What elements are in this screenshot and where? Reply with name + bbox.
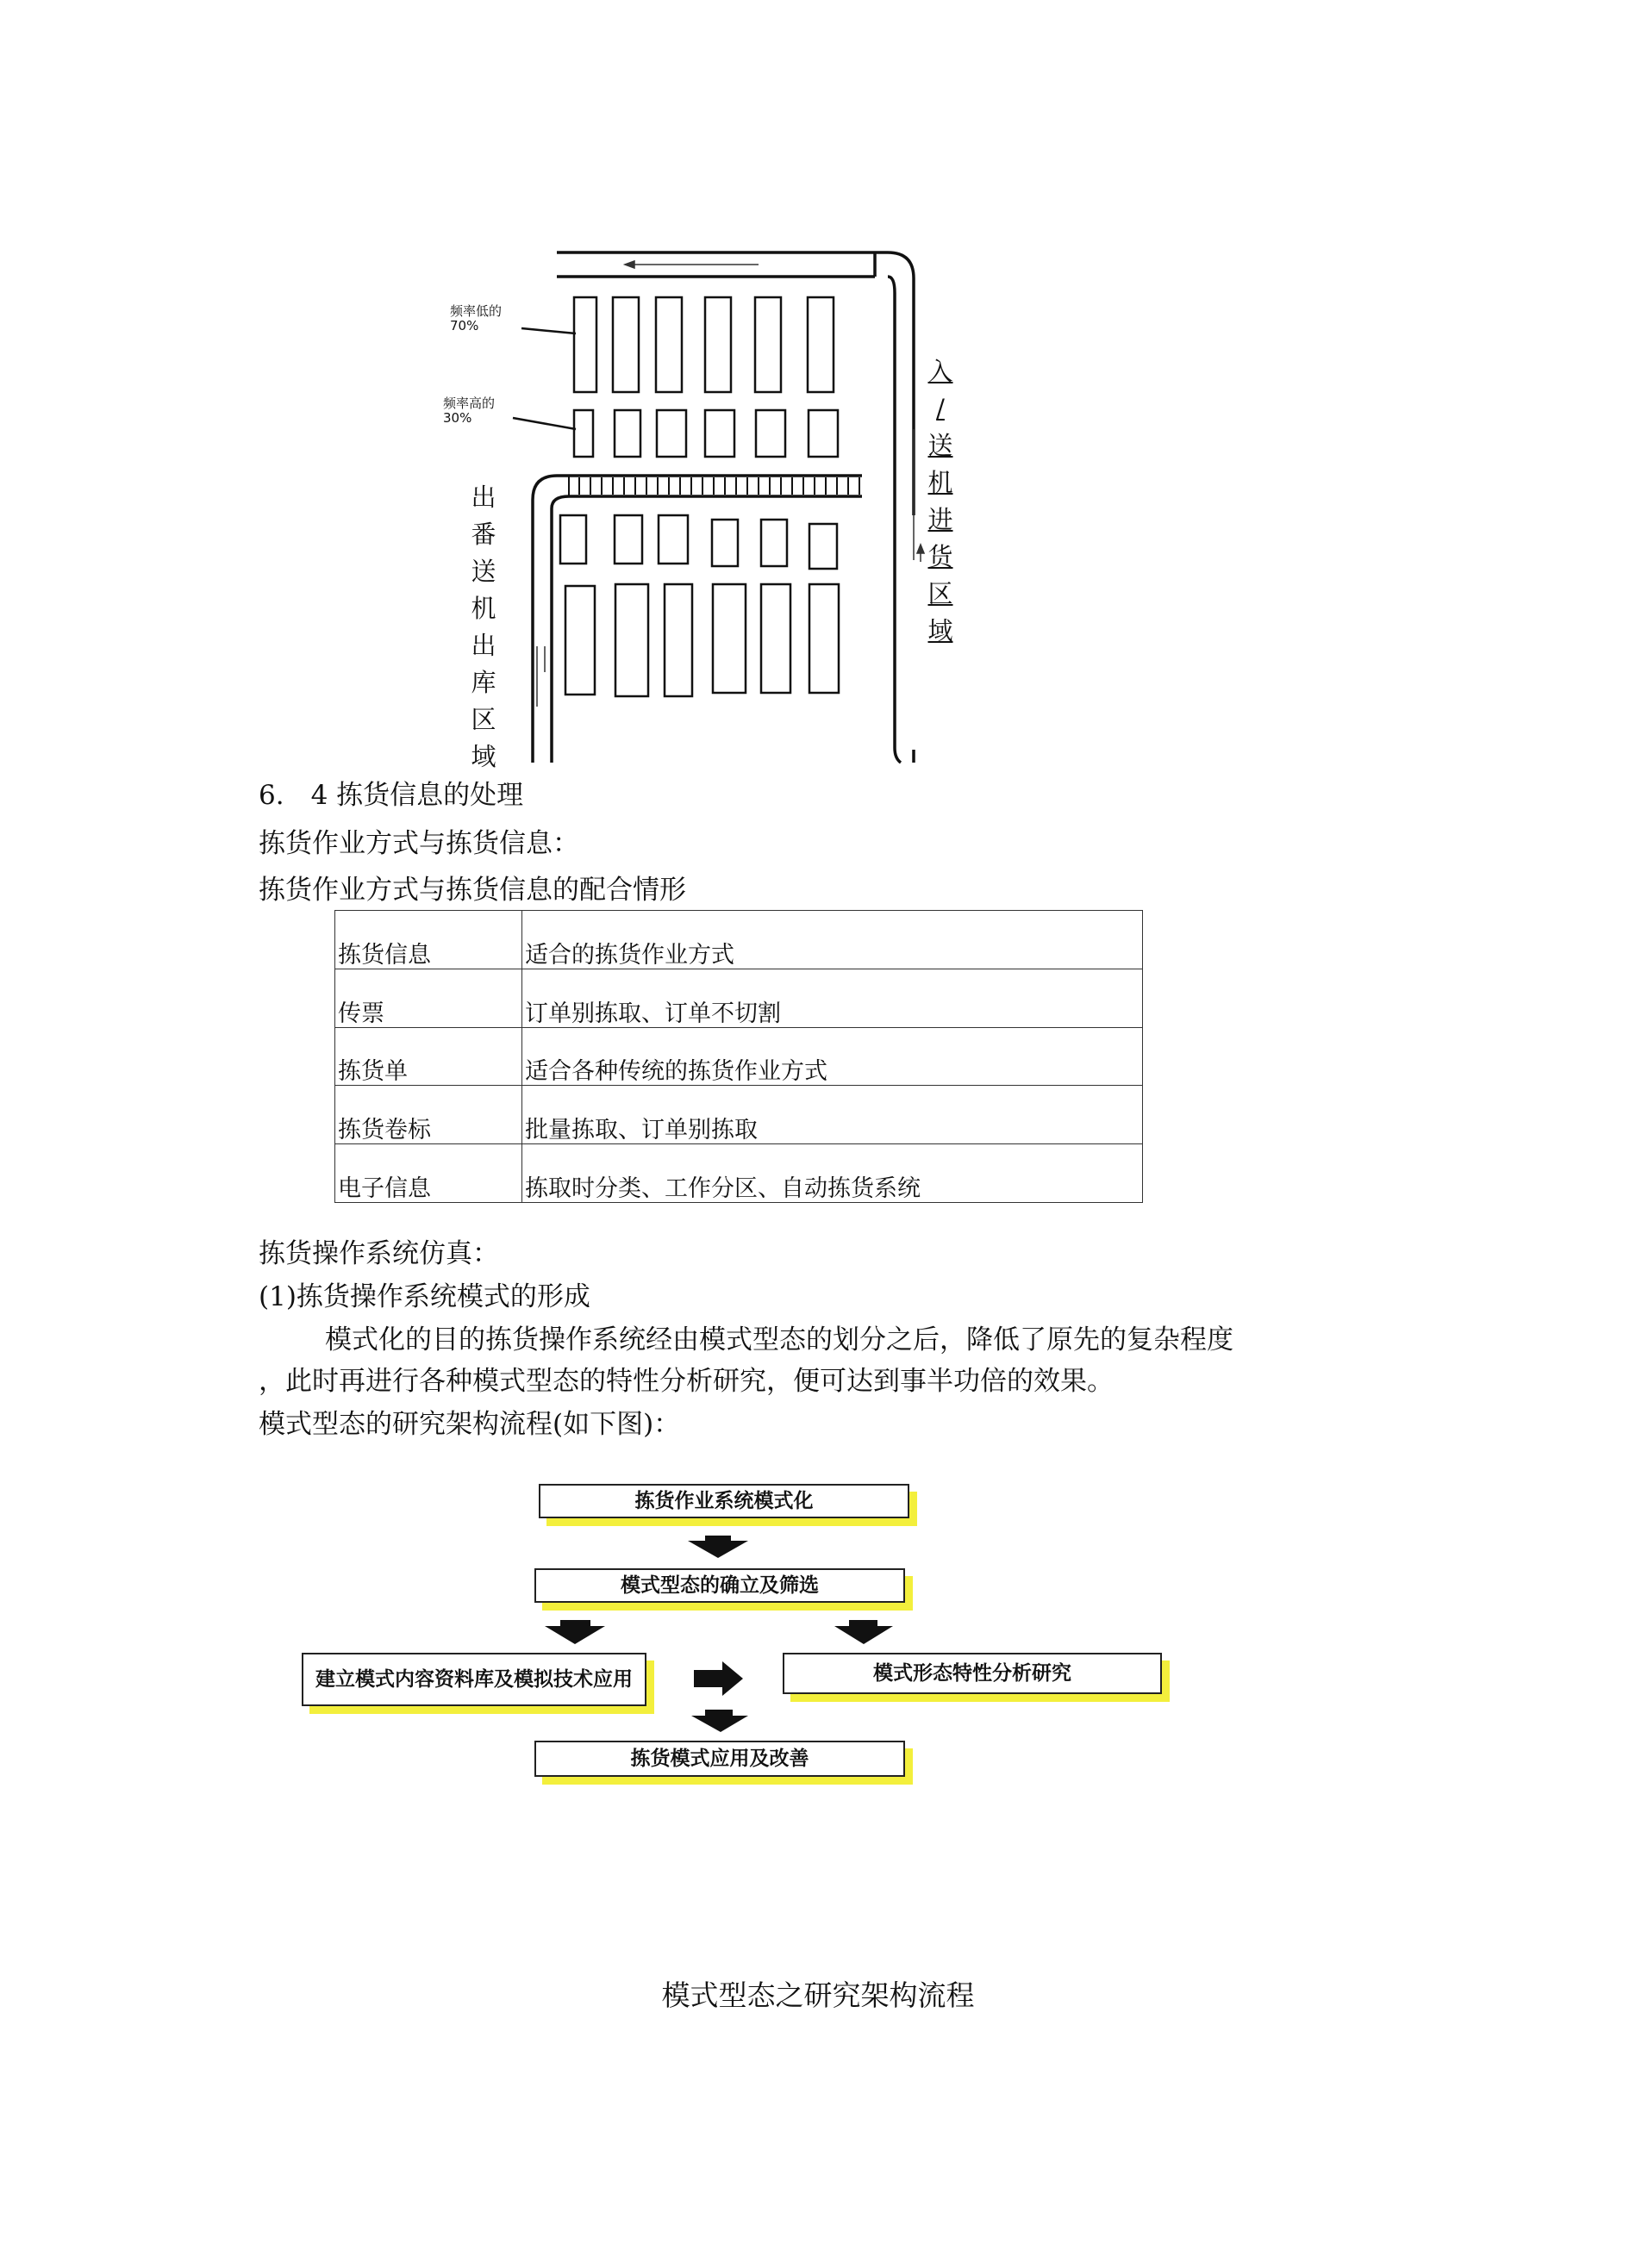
paragraph-line-1: 模式化的目的拣货操作系统经由模式型态的划分之后，降低了原先的复杂程度 bbox=[325, 1324, 1233, 1355]
flow-box-label: 模式型态的确立及筛选 bbox=[621, 1574, 819, 1597]
table-cell: 拣货单 bbox=[335, 1027, 522, 1086]
inbound-char: 机 bbox=[927, 468, 953, 497]
down-arrow-icon bbox=[545, 1620, 605, 1644]
line-match: 拣货作业方式与拣货信息的配合情形 bbox=[259, 875, 686, 906]
table-cell: 传票 bbox=[335, 969, 522, 1027]
table-cell: 电子信息 bbox=[335, 1144, 522, 1203]
right-arrow-icon bbox=[694, 1661, 743, 1696]
inbound-char: / bbox=[936, 394, 945, 423]
down-arrow-icon bbox=[834, 1620, 893, 1644]
label-high-line2: 30% bbox=[443, 410, 472, 426]
outbound-char: 出 bbox=[471, 483, 496, 512]
outbound-char: 送 bbox=[471, 557, 496, 586]
paragraph-line-2: ，此时再进行各种模式型态的特性分析研究，便可达到事半功倍的效果。 bbox=[259, 1366, 1114, 1397]
flow-box-label: 建立模式内容资料库及模拟技术应用 bbox=[315, 1668, 633, 1691]
table-cell: 适合的拣货作业方式 bbox=[522, 911, 1143, 969]
table-cell: 适合各种传统的拣货作业方式 bbox=[522, 1027, 1143, 1086]
outbound-char: 番 bbox=[471, 520, 496, 549]
sim-heading: 拣货操作系统仿真： bbox=[259, 1238, 499, 1269]
table-cell: 拣货信息 bbox=[335, 911, 522, 969]
flow-box-label: 拣货作业系统模式化 bbox=[634, 1490, 814, 1512]
table-cell: 拣取时分类、工作分区、自动拣货系统 bbox=[522, 1144, 1143, 1203]
down-arrow-icon bbox=[688, 1536, 748, 1558]
inbound-char: 区 bbox=[927, 579, 953, 608]
outbound-char: 出 bbox=[471, 631, 496, 660]
table-cell: 订单别拣取、订单不切割 bbox=[522, 969, 1143, 1027]
label-high-line1: 频率高的 bbox=[443, 396, 496, 411]
inbound-char: 送 bbox=[927, 431, 953, 460]
flow-box-label: 模式形态特性分析研究 bbox=[873, 1662, 1071, 1685]
down-arrow-icon bbox=[691, 1710, 748, 1732]
sim-subheading: (1)拣货操作系统模式的形成 bbox=[259, 1281, 590, 1312]
inbound-char: 域 bbox=[927, 616, 953, 645]
inbound-char: 入 bbox=[927, 357, 953, 386]
line-method: 拣货作业方式与拣货信息： bbox=[259, 828, 579, 859]
inbound-char: 进 bbox=[927, 505, 953, 534]
section-heading: 6. 4 拣货信息的处理 bbox=[259, 780, 524, 811]
inbound-char: 货 bbox=[927, 542, 953, 571]
outbound-char: 区 bbox=[471, 705, 496, 734]
table-cell: 批量拣取、订单别拣取 bbox=[522, 1086, 1143, 1144]
outbound-char: 库 bbox=[471, 668, 496, 697]
label-low-line1: 频率低的 bbox=[450, 303, 503, 319]
flow-box-label: 拣货模式应用及改善 bbox=[630, 1748, 809, 1770]
table-cell: 拣货卷标 bbox=[335, 1086, 522, 1144]
outbound-char: 机 bbox=[471, 594, 496, 623]
label-low-line2: 70% bbox=[450, 318, 479, 333]
flow-intro: 模式型态的研究架构流程(如下图)： bbox=[259, 1409, 681, 1440]
outbound-char: 域 bbox=[471, 742, 496, 771]
figure-caption: 模式型态之研究架构流程 bbox=[661, 1978, 975, 2012]
